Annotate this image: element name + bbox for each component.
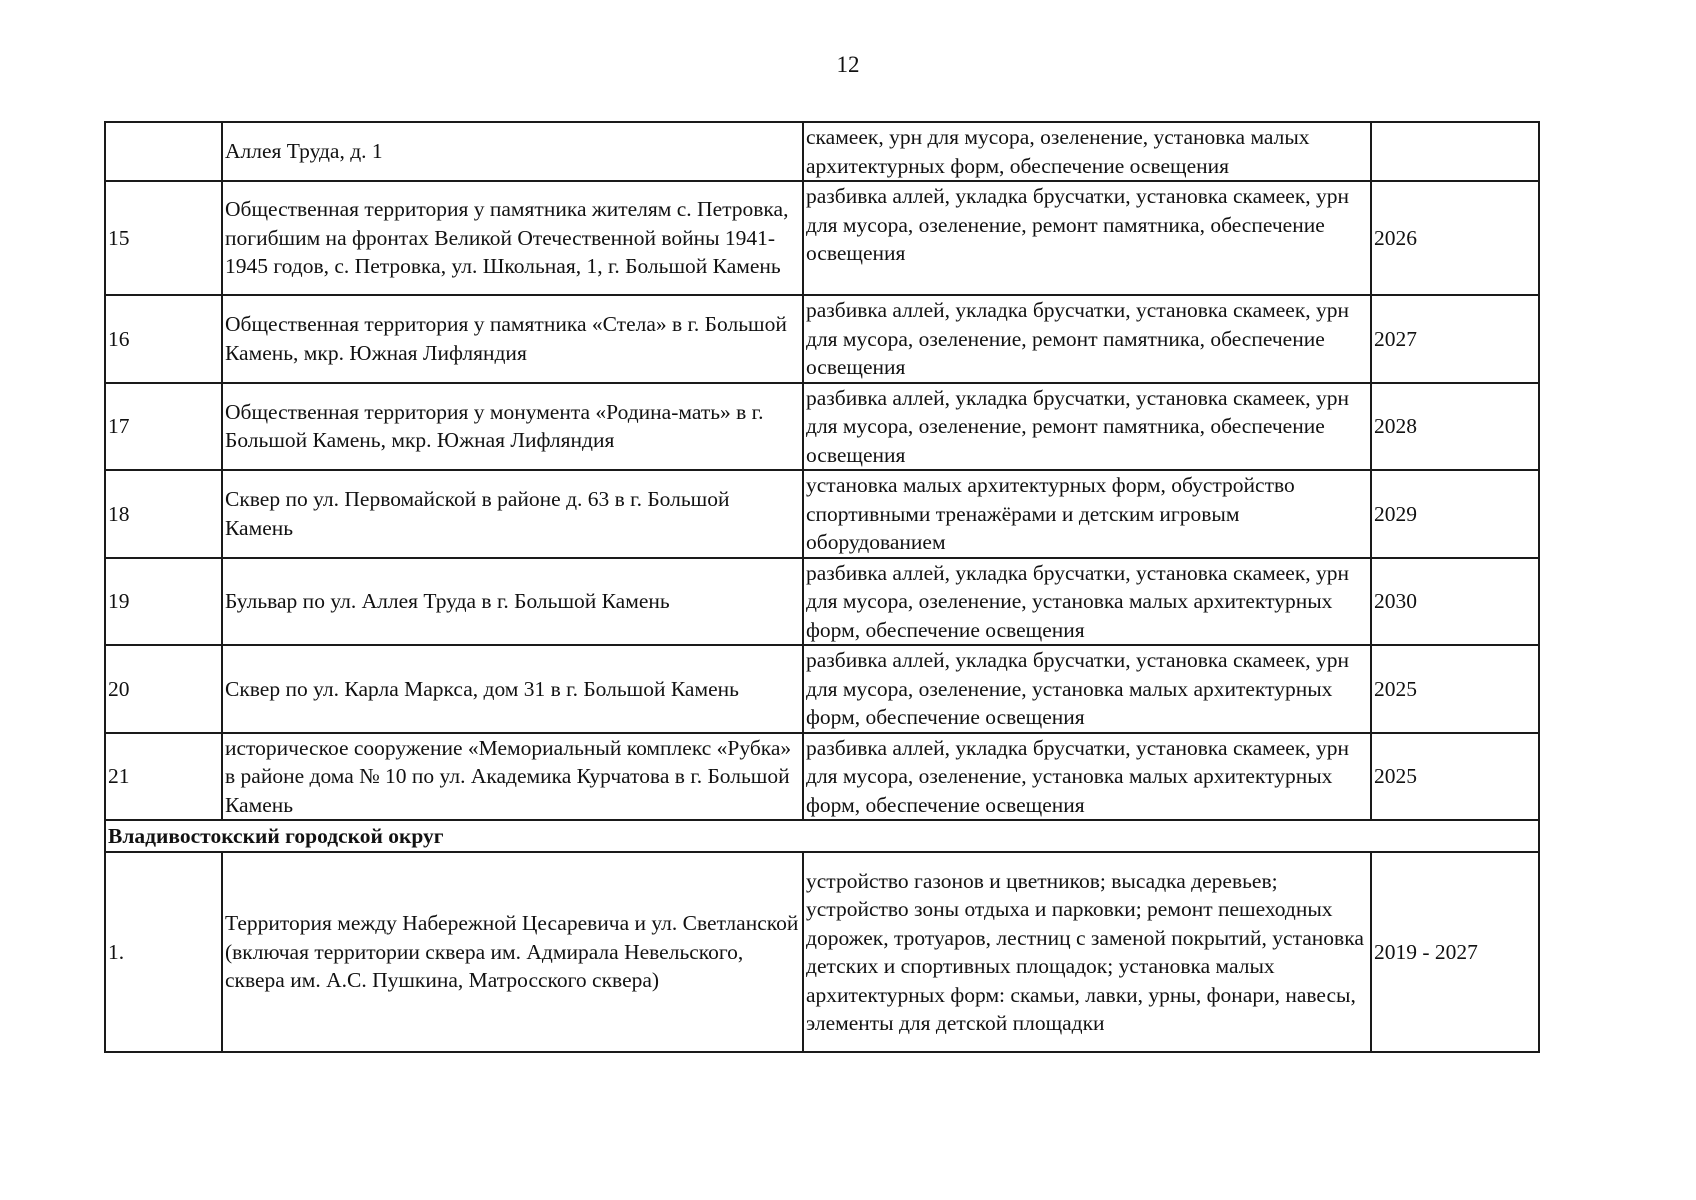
row-number: 16 — [105, 295, 222, 383]
year: 2028 — [1371, 383, 1539, 471]
table-row — [105, 383, 1539, 471]
row-number — [105, 122, 222, 181]
year: 2026 — [1371, 181, 1539, 295]
year: 2027 — [1371, 295, 1539, 383]
region-header-row — [105, 820, 1539, 852]
page-number: 12 — [836, 52, 860, 77]
works-description: разбивка аллей, укладка брусчатки, установка скамеек, урн для мусора, озеленение, установка малых архитектурных форм, обеспечение освещения — [803, 733, 1371, 821]
row-number: 17 — [105, 383, 222, 471]
year: 2019 - 2027 — [1371, 852, 1539, 1052]
table-row — [105, 733, 1539, 821]
table-row — [105, 852, 1539, 1052]
territories-table — [104, 121, 1540, 1053]
row-number: 15 — [105, 181, 222, 295]
territory-name: Общественная территория у памятника жителям с. Петровка, погибшим на фронтах Великой Отечественной войны 1941-1945 годов, с. Петровка, ул. Школьная, 1, г. Большой Камень — [222, 181, 803, 295]
works-description: установка малых архитектурных форм, обустройство спортивными тренажёрами и детским игровым оборудованием — [803, 470, 1371, 558]
year: 2029 — [1371, 470, 1539, 558]
territory-name: Общественная территория у памятника «Стела» в г. Большой Камень, мкр. Южная Лифляндия — [222, 295, 803, 383]
works-description: разбивка аллей, укладка брусчатки, установка скамеек, урн для мусора, озеленение, ремонт памятника, обеспечение освещения — [803, 383, 1371, 471]
works-description: разбивка аллей, укладка брусчатки, установка скамеек, урн для мусора, озеленение, ремонт памятника, обеспечение освещения — [803, 295, 1371, 383]
row-number: 19 — [105, 558, 222, 646]
year — [1371, 122, 1539, 181]
territory-name: Сквер по ул. Первомайской в районе д. 63 в г. Большой Камень — [222, 470, 803, 558]
table-row — [105, 558, 1539, 646]
works-description: разбивка аллей, укладка брусчатки, установка скамеек, урн для мусора, озеленение, ремонт памятника, обеспечение освещения — [803, 181, 1371, 295]
row-number: 21 — [105, 733, 222, 821]
year: 2030 — [1371, 558, 1539, 646]
works-description: разбивка аллей, укладка брусчатки, установка скамеек, урн для мусора, озеленение, установка малых архитектурных форм, обеспечение освещения — [803, 645, 1371, 733]
territory-name: историческое сооружение «Мемориальный комплекс «Рубка» в районе дома № 10 по ул. Академика Курчатова в г. Большой Камень — [222, 733, 803, 821]
table-row — [105, 181, 1539, 295]
territory-name: Аллея Труда, д. 1 — [222, 122, 803, 181]
row-number: 18 — [105, 470, 222, 558]
table-row — [105, 122, 1539, 181]
table-row — [105, 470, 1539, 558]
territory-name: Сквер по ул. Карла Маркса, дом 31 в г. Большой Камень — [222, 645, 803, 733]
year: 2025 — [1371, 645, 1539, 733]
territory-name: Общественная территория у монумента «Родина-мать» в г. Большой Камень, мкр. Южная Лифляндия — [222, 383, 803, 471]
table-row — [105, 295, 1539, 383]
region-heading: Владивостокский городской округ — [105, 820, 1539, 852]
territory-name: Бульвар по ул. Аллея Труда в г. Большой Камень — [222, 558, 803, 646]
works-description: устройство газонов и цветников; высадка деревьев; устройство зоны отдыха и парковки; ремонт пешеходных дорожек, тротуаров, лестниц с заменой покрытий, установка детских и спортивных площадок; установка малых архитектурных форм: скамьи, лавки, урны, фонари, навесы, элементы для детской площадки — [803, 852, 1371, 1052]
territory-name: Территория между Набережной Цесаревича и ул. Светланской (включая территории сквера им. Адмирала Невельского, сквера им. А.С. Пушкина, Матросского сквера) — [222, 852, 803, 1052]
year: 2025 — [1371, 733, 1539, 821]
table-row — [105, 645, 1539, 733]
row-number: 1. — [105, 852, 222, 1052]
row-number: 20 — [105, 645, 222, 733]
works-description: скамеек, урн для мусора, озеленение, установка малых архитектурных форм, обеспечение освещения — [803, 122, 1371, 181]
works-description: разбивка аллей, укладка брусчатки, установка скамеек, урн для мусора, озеленение, установка малых архитектурных форм, обеспечение освещения — [803, 558, 1371, 646]
